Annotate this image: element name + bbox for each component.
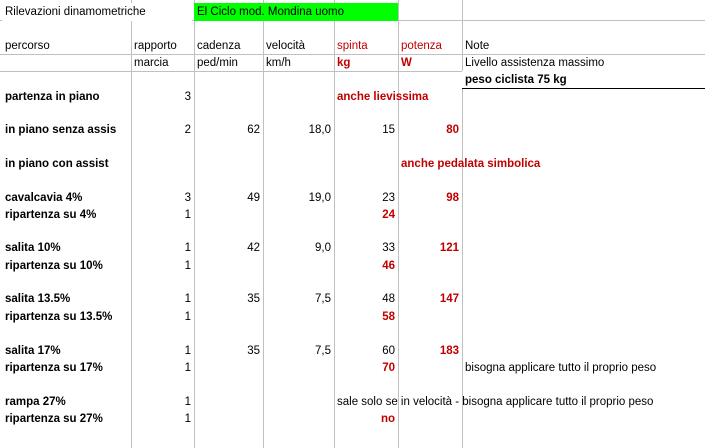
header-spinta[interactable]: spinta	[337, 40, 368, 52]
table-row	[0, 290, 705, 308]
units-row	[0, 54, 705, 72]
cell-percorso[interactable]: ripartenza su 17%	[5, 362, 103, 374]
table-row	[0, 189, 705, 207]
cell-potenza[interactable]: anche pedalata simbolica	[401, 158, 541, 170]
cell-percorso[interactable]: ripartenza su 27%	[5, 413, 103, 425]
unit-velocita[interactable]: km/h	[266, 57, 291, 69]
unit-potenza[interactable]: W	[401, 57, 412, 69]
cell-potenza[interactable]: 121	[439, 242, 459, 254]
cell-spinta[interactable]: anche lievissima	[337, 91, 429, 103]
cell-percorso[interactable]: rampa 27%	[5, 396, 66, 408]
cell-rapporto[interactable]: 1	[184, 345, 191, 357]
cell-spinta[interactable]: 58	[382, 311, 395, 323]
cell-rapporto[interactable]: 1	[184, 260, 191, 272]
cell-percorso[interactable]: salita 17%	[5, 345, 61, 357]
table-row	[0, 342, 705, 360]
table-row	[0, 88, 705, 106]
sheet-title[interactable]: Rilevazioni dinamometriche	[2, 3, 192, 21]
cell-spinta[interactable]: no	[380, 413, 395, 425]
cell-spinta[interactable]: 48	[382, 293, 395, 305]
cell-spinta[interactable]: 24	[382, 209, 395, 221]
table-row	[0, 257, 705, 275]
cell-rapporto[interactable]: 3	[184, 91, 191, 103]
cell-rapporto[interactable]: 1	[184, 242, 191, 254]
cell-potenza[interactable]: 80	[446, 124, 459, 136]
cell-percorso[interactable]: salita 13.5%	[5, 293, 71, 305]
cell-spinta[interactable]: sale solo se in velocità - bisogna applicare tutto il proprio peso	[337, 396, 654, 408]
cell-spinta[interactable]: 46	[382, 260, 395, 272]
table-row	[0, 239, 705, 257]
cell-rapporto[interactable]: 1	[184, 293, 191, 305]
cell-rapporto[interactable]: 1	[184, 396, 191, 408]
cell-cadenza[interactable]: 49	[247, 192, 260, 204]
header-potenza[interactable]: potenza	[401, 40, 442, 52]
sheet-row	[0, 3, 705, 21]
cell-velocita[interactable]: 19,0	[308, 192, 331, 204]
unit-rapporto[interactable]: marcia	[134, 57, 169, 69]
cell-percorso[interactable]: ripartenza su 10%	[5, 260, 103, 272]
cell-rapporto[interactable]: 1	[184, 362, 191, 374]
header-row	[0, 37, 705, 55]
cell-percorso[interactable]: partenza in piano	[5, 91, 100, 103]
table-row	[0, 121, 705, 139]
note-assistance[interactable]: Livello assistenza massimo	[465, 57, 605, 69]
unit-cadenza[interactable]: ped/min	[197, 57, 238, 69]
cell-rapporto[interactable]: 1	[184, 311, 191, 323]
table-row	[0, 393, 705, 411]
cell-percorso[interactable]: in piano con assist	[5, 158, 109, 170]
cell-spinta[interactable]: 60	[382, 345, 395, 357]
header-rapporto[interactable]: rapporto	[134, 40, 177, 52]
cell-spinta[interactable]: 70	[382, 362, 395, 374]
cell-percorso[interactable]: cavalcavia 4%	[5, 192, 83, 204]
cell-rapporto[interactable]: 1	[184, 413, 191, 425]
cell-cadenza[interactable]: 35	[247, 345, 260, 357]
header-cadenza[interactable]: cadenza	[197, 40, 241, 52]
table-row	[0, 308, 705, 326]
cell-potenza[interactable]: 183	[439, 345, 459, 357]
cell-percorso[interactable]: ripartenza su 13.5%	[5, 311, 113, 323]
cell-velocita[interactable]: 18,0	[308, 124, 331, 136]
cell-potenza[interactable]: 98	[446, 192, 459, 204]
rider-weight[interactable]: peso ciclista 75 kg	[462, 71, 705, 89]
cell-rapporto[interactable]: 1	[184, 209, 191, 221]
cell-velocita[interactable]: 7,5	[315, 345, 331, 357]
cell-potenza[interactable]: 147	[439, 293, 459, 305]
cell-percorso[interactable]: salita 10%	[5, 242, 61, 254]
cell-percorso[interactable]: in piano senza assis	[5, 124, 117, 136]
cell-spinta[interactable]: 15	[382, 124, 395, 136]
cell-velocita[interactable]: 9,0	[315, 242, 331, 254]
header-percorso[interactable]: percorso	[5, 40, 50, 52]
cell-velocita[interactable]: 7,5	[315, 293, 331, 305]
weight-row	[0, 71, 705, 89]
cell-spinta[interactable]: 23	[382, 192, 395, 204]
cell-percorso[interactable]: ripartenza su 4%	[5, 209, 97, 221]
header-note[interactable]: Note	[465, 40, 490, 52]
table-row	[0, 359, 705, 377]
cell-spinta[interactable]: 33	[382, 242, 395, 254]
cell-cadenza[interactable]: 35	[247, 293, 260, 305]
table-row	[0, 155, 705, 173]
header-velocita[interactable]: velocità	[266, 40, 305, 52]
table-row	[0, 410, 705, 428]
model-banner[interactable]: El Ciclo mod. Mondina uomo	[194, 3, 398, 21]
unit-spinta[interactable]: kg	[337, 57, 351, 69]
cell-rapporto[interactable]: 2	[184, 124, 191, 136]
cell-rapporto[interactable]: 3	[184, 192, 191, 204]
cell-note[interactable]: bisogna applicare tutto il proprio peso	[465, 362, 657, 374]
cell-cadenza[interactable]: 62	[247, 124, 260, 136]
cell-cadenza[interactable]: 42	[247, 242, 260, 254]
table-row	[0, 206, 705, 224]
